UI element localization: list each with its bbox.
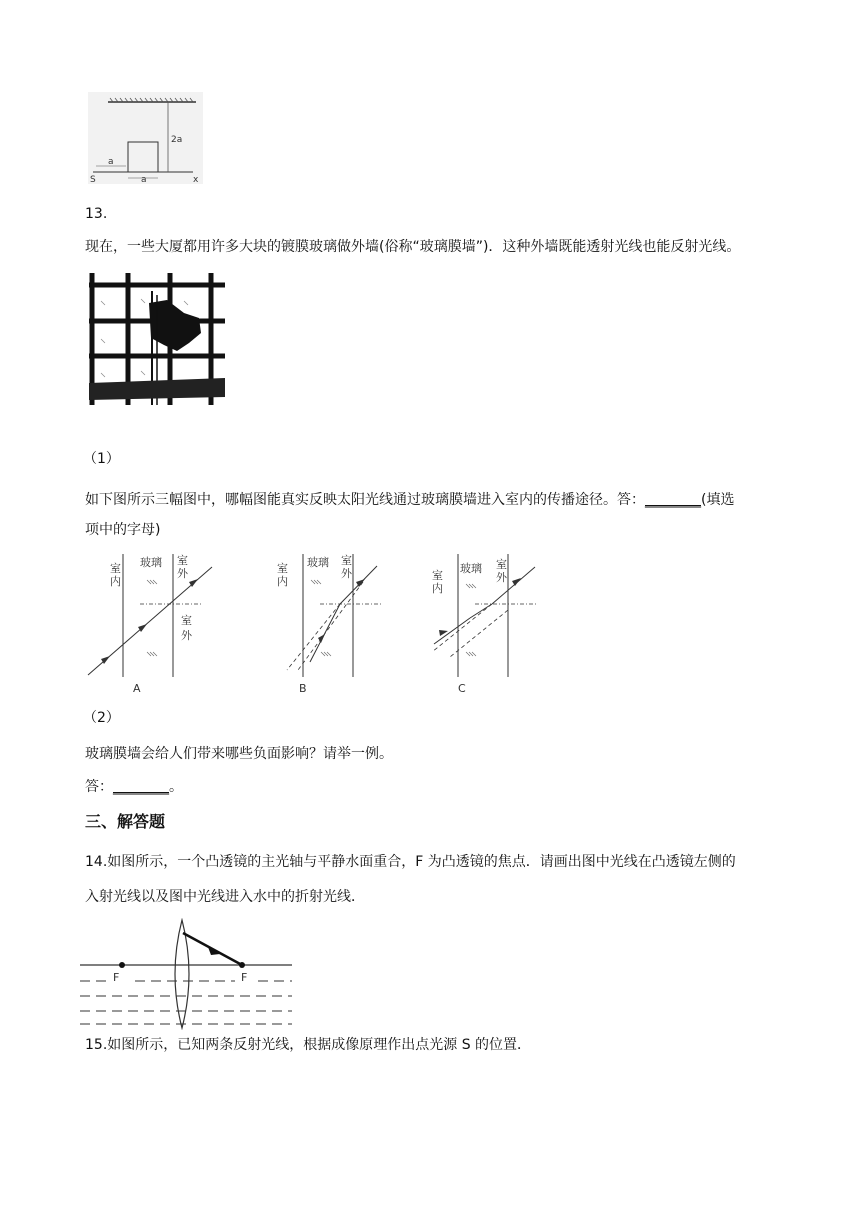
diagram-a-outdoor-2: 外 xyxy=(177,567,188,580)
question-13-answer-line xyxy=(85,777,183,797)
diagram-c-indoor-2: 内 xyxy=(432,582,443,595)
diagram-b-indoor-1: 室 xyxy=(277,562,288,575)
diagram-c-indoor-1: 室 xyxy=(432,569,443,582)
diagram-a-outdoor-1: 室 xyxy=(177,554,188,567)
section-3-title: 三、解答题 xyxy=(85,812,166,831)
part1-text-b: (填选 xyxy=(701,492,735,508)
diagram-c-letter: C xyxy=(458,682,466,695)
question-15-text: 15.如图所示，已知两条反射光线，根据成像原理作出点光源 S 的位置． xyxy=(85,1037,532,1053)
focus-right-label: F xyxy=(241,971,248,984)
diagram-a-outdoor2-1: 室 xyxy=(181,614,192,627)
part1-answer-blank[interactable]: ________ xyxy=(645,492,701,508)
label-a-left: a xyxy=(108,157,114,167)
question-13-part2-label: （2） xyxy=(83,710,120,726)
diagram-a-indoor-2: 内 xyxy=(110,575,121,588)
question-13-number: 13. xyxy=(85,206,108,222)
diagram-a-glass: 玻璃 xyxy=(140,556,162,569)
diagram-b-outdoor-1: 室 xyxy=(341,554,352,567)
diagram-b xyxy=(265,552,405,697)
part1-text-a: 如下图所示三幅图中，哪幅图能真实反映太阳光线通过玻璃膜墙进入室内的传播途径。答： xyxy=(85,492,645,508)
diagram-b-glass: 玻璃 xyxy=(307,556,329,569)
question-13-part1-line2: 项中的字母) xyxy=(85,522,161,538)
label-s: S xyxy=(90,175,96,184)
diagram-a-letter: A xyxy=(133,682,141,695)
label-x: x xyxy=(193,175,199,184)
focus-left-label: F xyxy=(113,971,120,984)
answer-prefix: 答： xyxy=(85,779,113,795)
diagram-b-indoor-2: 内 xyxy=(277,575,288,588)
answer-suffix: 。 xyxy=(169,779,183,795)
diagram-b-outdoor-2: 外 xyxy=(341,567,352,580)
glass-wall-photo xyxy=(89,273,225,405)
label-a-bottom: a xyxy=(141,175,147,184)
question-13-intro: 现在，一些大厦都用许多大块的镀膜玻璃做外墙(俗称“玻璃膜墙”)．这种外墙既能透射光线也能反射光线。 xyxy=(85,239,741,255)
mirror-square-figure xyxy=(88,92,203,184)
diagram-a xyxy=(85,552,225,697)
question-13-part2-text: 玻璃膜墙会给人们带来哪些负面影响？请举一例。 xyxy=(85,746,393,762)
question-13-part1-label: （1） xyxy=(83,451,120,467)
diagram-c-outdoor-1: 室 xyxy=(496,558,507,571)
label-2a: 2a xyxy=(171,135,183,145)
diagram-c-outdoor-2: 外 xyxy=(496,571,507,584)
diagram-a-indoor-1: 室 xyxy=(110,562,121,575)
diagram-a-outdoor2-2: 外 xyxy=(181,629,192,642)
question-14-line2: 入射光线以及图中光线进入水中的折射光线． xyxy=(85,889,365,905)
part2-answer-blank[interactable]: ________ xyxy=(113,779,169,795)
diagram-c-glass: 玻璃 xyxy=(460,562,482,575)
convex-lens-water-figure xyxy=(80,918,295,1030)
diagram-c xyxy=(420,552,560,697)
question-13-part1-line1 xyxy=(85,490,734,510)
diagram-b-letter: B xyxy=(299,682,307,695)
question-14-line1: 14.如图所示，一个凸透镜的主光轴与平静水面重合，F 为凸透镜的焦点．请画出图中光线在凸透镜左侧的 xyxy=(85,854,736,870)
